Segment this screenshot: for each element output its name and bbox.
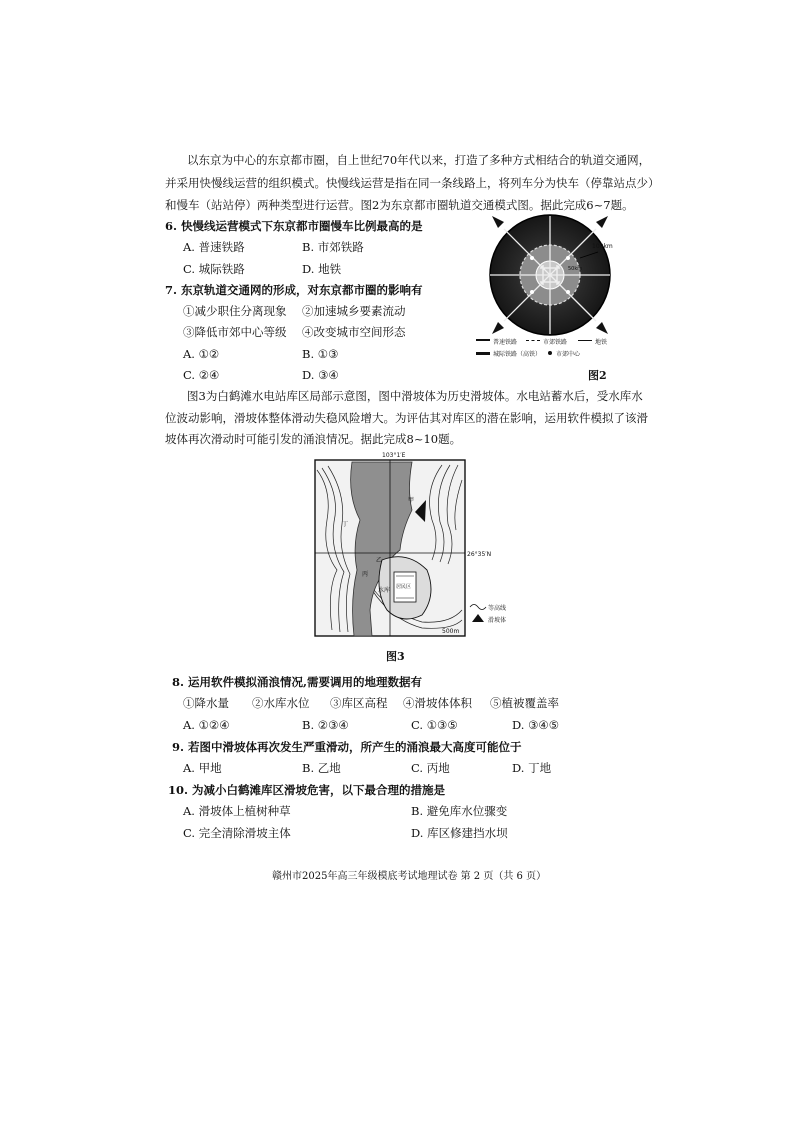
q7-option-b: B. ①③	[302, 347, 339, 361]
q7-statement-4: ④改变城市空间形态	[302, 325, 406, 339]
legend-suburban-rail: 市郊铁路	[543, 339, 568, 346]
q6-option-a: A. 普速铁路	[183, 240, 245, 254]
q8-option-c: C. ①③⑤	[411, 718, 458, 732]
q8-option-b: B. ②③④	[302, 718, 349, 732]
intro2-line3: 坡体再次滑动时可能引发的涌浪情况。据此完成8~10题。	[165, 432, 462, 446]
fig3-location-jia: 甲	[408, 497, 415, 504]
fig2-radius-100km: 100km	[592, 243, 613, 250]
q7-statement-1: ①减少职住分离现象	[183, 304, 287, 318]
legend-intercity-rail: 城际铁路（高铁）	[493, 351, 542, 358]
fig3-latitude-label: 26°35′N	[467, 551, 492, 558]
q7-statement-3: ③降低市郊中心等级	[183, 325, 287, 339]
q10-stem: 10. 为减小白鹤滩库区滑坡危害，以下最合理的措施是	[168, 783, 446, 797]
q6-option-c: C. 城际铁路	[183, 262, 245, 276]
fig2-radius-50km: 50km	[568, 266, 583, 272]
fig3-longitude-label: 103°1′E	[382, 452, 406, 459]
q6-stem: 6. 快慢线运营模式下东京都市圈慢车比例最高的是	[165, 219, 423, 233]
intro2-line1: 图3为白鹤滩水电站库区局部示意图，图中滑坡体为历史滑坡体。水电站蓄水后，受水库水	[187, 389, 643, 403]
q10-option-b: B. 避免库水位骤变	[411, 804, 508, 818]
q6-option-b: B. 市郊铁路	[302, 240, 364, 254]
q6-option-d: D. 地铁	[302, 262, 342, 276]
q8-statement-3: ③库区高程	[330, 696, 388, 710]
figure-3-caption: 图3	[386, 650, 405, 663]
q8-statement-2: ②水库水位	[252, 696, 310, 710]
fig3-location-yi: 乙	[376, 557, 383, 564]
q7-option-d: D. ③④	[302, 368, 339, 382]
q8-statement-5: ⑤植被覆盖率	[490, 696, 559, 710]
intro1-line2: 并采用快慢线运营的组织模式。快慢线运营是指在同一条线路上，将列车分为快车（停靠站点少）	[165, 176, 660, 190]
figure-3-reservoir-map	[312, 450, 512, 640]
q8-statement-1: ①降水量	[183, 696, 229, 710]
q7-option-a: A. ①②	[183, 347, 220, 361]
q8-option-d: D. ③④⑤	[512, 718, 560, 732]
fig3-residential-label: 居民区	[396, 584, 412, 590]
q7-stem: 7. 东京轨道交通网的形成，对东京都市圈的影响有	[165, 283, 423, 297]
q7-statement-2: ②加速城乡要素流动	[302, 304, 406, 318]
legend-ordinary-rail: 普速铁路	[493, 339, 518, 346]
q9-stem: 9. 若图中滑坡体再次发生严重滑动，所产生的涌浪最大高度可能位于	[172, 740, 522, 754]
q7-option-c: C. ②④	[183, 368, 220, 382]
q10-option-d: D. 库区修建挡水坝	[411, 826, 508, 840]
q8-option-a: A. ①②④	[183, 718, 230, 732]
q8-stem: 8. 运用软件模拟涌浪情况,需要调用的地理数据有	[172, 675, 423, 689]
fig3-reservoir-label: 水库	[378, 587, 391, 594]
intro1-line1: 以东京为中心的东京都市圈，自上世纪70年代以来，打造了多种方式相结合的轨道交通网，	[187, 153, 651, 167]
figure-2-caption: 图2	[588, 369, 607, 382]
q8-statement-4: ④滑坡体体积	[403, 696, 472, 710]
q10-option-c: C. 完全清除滑坡主体	[183, 826, 291, 840]
fig3-location-ding: 丁	[342, 521, 349, 528]
fig3-scale-label: 500m	[442, 628, 460, 635]
page-footer: 赣州市2025年高三年级模底考试地理试卷 第 2 页（共 6 页）	[272, 871, 547, 882]
fig3-location-bing: 丙	[362, 571, 369, 578]
q9-option-b: B. 乙地	[302, 761, 341, 775]
intro2-line2: 位波动影响，滑坡体整体滑动失稳风险增大。为评估其对库区的潜在影响，运用软件模拟了该滑	[165, 411, 648, 425]
q9-option-d: D. 丁地	[512, 761, 552, 775]
q9-option-a: A. 甲地	[183, 761, 222, 775]
intro1-line3: 和慢车（站站停）两种类型进行运营。图2为东京都市圈轨道交通模式图。据此完成6~7题。	[165, 198, 634, 212]
q10-option-a: A. 滑坡体上植树种草	[183, 804, 291, 818]
figure-2-legend	[476, 337, 636, 363]
legend-suburban-center: 市郊中心	[556, 351, 581, 358]
fig3-legend-contour: 等高线	[488, 605, 507, 612]
legend-subway: 地铁	[595, 339, 608, 346]
fig3-legend-landslide: 滑坡体	[488, 617, 507, 624]
q9-option-c: C. 丙地	[411, 761, 450, 775]
